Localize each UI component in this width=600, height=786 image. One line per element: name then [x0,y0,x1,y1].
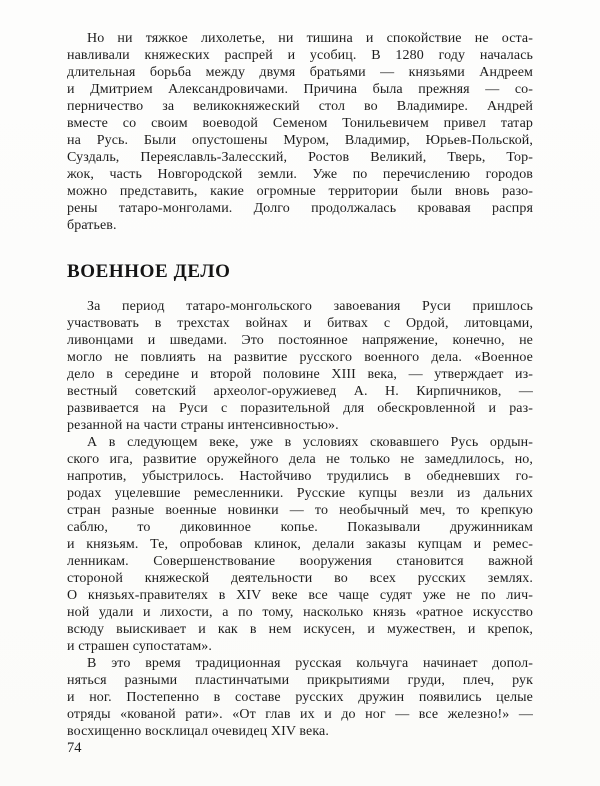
text-line: вместе со своим воеводой Семеном Тонильевичем привел татар [67,116,533,131]
paragraph-military-3 [67,655,533,740]
text-line: восхищенно восклицал очевидец XIV века. [67,724,329,739]
text-line: За период татаро-монгольского завоевания Руси пришлось [87,299,533,314]
text-line: А в следующем веке, уже в условиях сковавшего Русь ордын- [87,435,533,450]
text-line: ливонцами и шведами. Это постоянное напряжение, конечно, не [67,333,533,348]
text-line: О князьях-правителях в XIV веке все чаще судят уже не по лич- [67,588,533,603]
text-line: ского ига, развитие оружейного дела не только не замедлилось, но, [67,452,533,467]
text-line: вестный советский археолог-оружиевед А. Н. Кирпичников, — [67,384,533,399]
text-line: развивается на Руси с поразительной для обескровленной и раз- [67,401,533,416]
text-line: напротив, убыстрилось. Настойчиво трудились в обедневших го- [67,469,533,484]
text-line: перничество за великокняжеский стол во Владимире. Андрей [67,99,533,114]
text-line: няться разными пластинчатыми прикрытиями груди, плеч, рук [67,673,533,688]
text-line: жок, часть Новгородской земли. Уже по перечислению городов [67,167,533,182]
text-line: рены татаро-монголами. Долго продолжалась кровавая распря [67,201,533,216]
text-line: и князьям. Те, опробовав клинок, делали заказы купцам и ремес- [67,537,533,552]
text-line: братьев. [67,218,117,233]
text-line: ленникам. Совершенствование вооружения становится важной [67,554,533,569]
text-line: можно представить, какие огромные территории были вновь разо- [67,184,533,199]
text-line: родах уцелевшие ремесленники. Русские купцы везли из дальних [67,486,533,501]
text-line: и Дмитрием Александровичами. Причина была прежняя — со- [67,82,533,97]
paragraph-military-2 [67,434,533,655]
text-block [67,30,533,740]
text-line: ной удали и лихости, а по тому, насколько князь «ратное искусство [67,605,533,620]
text-line: Но ни тяжкое лихолетье, ни тишина и спокойствие не оста- [87,31,533,46]
text-line: участвовать в трехстах войнах и битвах с Ордой, литовцами, [67,316,533,331]
page-number: 74 [67,740,82,756]
text-line: и страшен супостатам». [67,639,212,654]
text-line: резанной на части страны интенсивностью». [67,418,339,433]
text-line: могло не повлиять на развитие русского военного дела. «Военное [67,350,533,365]
text-line: стороной княжеской деятельности во всех русских землях. [67,571,533,586]
text-line: всюду выискивает и как в нем искусен, и мужествен, и крепок, [67,622,533,637]
section-heading: ВОЕННОЕ ДЕЛО [67,261,231,282]
text-line: и ног. Постепенно в составе русских дружин появились целые [67,690,533,705]
text-line: стран разные военные новинки — то необычный меч, то крепкую [67,503,533,518]
text-line: навливали княжеских распрей и усобиц. В 1280 году началась [67,48,533,63]
text-line: Суздаль, Переяславль-Залесский, Ростов Великий, Тверь, Тор- [67,150,533,165]
text-line: В это время традиционная русская кольчуга начинает допол- [87,656,533,671]
text-line: дело в середине и второй половине XIII века, — утверждает из- [67,367,533,382]
text-line: саблю, то диковинное копье. Показывали дружинникам [67,520,533,535]
text-line: отряды «кованой рати». «От глав их и до ног — все железно!» — [67,707,533,722]
paragraph-military-1 [67,298,533,434]
text-line: на Русь. Были опустошены Муром, Владимир, Юрьев-Польской, [67,133,533,148]
text-line: длительная борьба между двумя братьями — князьями Андреем [67,65,533,80]
paragraph-intro [67,30,533,234]
